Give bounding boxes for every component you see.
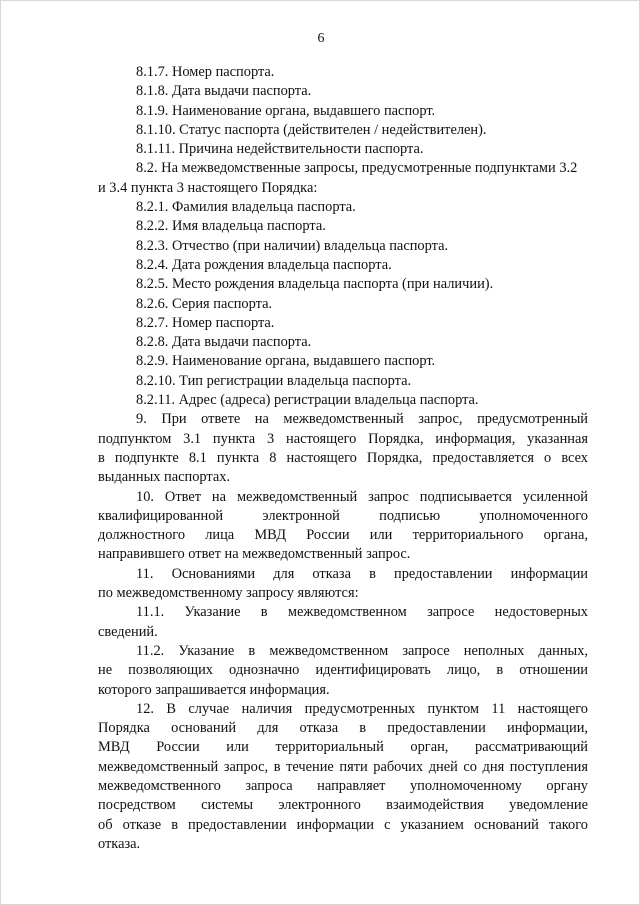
text-line: 8.2.4. Дата рождения владельца паспорта. [136,256,392,273]
text-line: 8.2.3. Отчество (при наличии) владельца паспорта. [136,237,449,254]
text-line: 11.1. Указание в межведомственном запросе недостоверных [136,604,588,621]
text-line: 9. При ответе на межведомственный запрос, предусмотренный [136,411,588,428]
text-line: отказа. [98,835,141,852]
text-line: 11. Основаниями для отказа в предоставлении информации [136,565,588,582]
text-line: которого запрашивается информация. [98,681,330,698]
text-line: межведомственный запрос, в течение пяти рабочих дней со дня поступления [98,758,588,775]
text-line: 8.2.9. Наименование органа, выдавшего паспорт. [136,353,436,370]
text-line: Порядка оснований для отказа в предоставлении информации, [98,720,588,737]
text-line: направившего ответ на межведомственный запрос. [98,546,411,563]
text-line: 8.2.2. Имя владельца паспорта. [136,218,326,235]
text-line: 8.1.11. Причина недействительности паспорта. [136,141,424,158]
text-line: в подпункте 8.1 пункта 8 настоящего Порядка, предоставляется о всех [98,449,588,466]
document-body [98,63,588,854]
text-line: 8.1.9. Наименование органа, выдавшего паспорт. [136,102,436,119]
text-line: 8.1.7. Номер паспорта. [136,64,275,80]
text-line: 8.2.5. Место рождения владельца паспорта (при наличии). [136,276,494,293]
text-line: сведений. [98,623,158,640]
text-line: межведомственного запроса направляет уполномоченному органу [98,777,588,794]
text-line: 8.1.8. Дата выдачи паспорта. [136,83,312,100]
page-number: 6 [317,31,325,46]
text-line: 8.2.10. Тип регистрации владельца паспорта. [136,372,412,389]
text-line: 8.2. На межведомственные запросы, предусмотренные подпунктами 3.2 [136,160,578,177]
text-line: по межведомственному запросу являются: [98,585,359,602]
text-line: не позволяющих однозначно идентифицировать лицо, в отношении [98,662,588,679]
text-line: 8.2.8. Дата выдачи паспорта. [136,334,312,351]
text-line: и 3.4 пункта 3 настоящего Порядка: [98,179,318,196]
text-line: должностного лица МВД России или территориального органа, [98,527,588,544]
text-line: выданных паспортах. [98,469,231,486]
text-line: МВД России или территориальный орган, рассматривающий [98,739,588,756]
text-line: 10. Ответ на межведомственный запрос подписывается усиленной [136,488,588,505]
text-line: 8.2.11. Адрес (адреса) регистрации владельца паспорта. [136,392,479,409]
text-line: квалифицированной электронной подписью уполномоченного [98,507,588,524]
text-line: 8.2.6. Серия паспорта. [136,295,273,312]
text-line: 8.2.1. Фамилия владельца паспорта. [136,199,356,216]
text-line: 12. В случае наличия предусмотренных пунктом 11 настоящего [136,700,588,717]
text-line: об отказе в предоставлении информации с указанием оснований такого [98,816,588,833]
text-line: 8.1.10. Статус паспорта (действителен / недействителен). [136,121,487,138]
text-line: 11.2. Указание в межведомственном запросе неполных данных, [136,642,588,659]
text-line: подпунктом 3.1 пункта 3 настоящего Порядка, информация, указанная [98,430,588,447]
text-line: посредством системы электронного взаимодействия уведомление [98,797,588,814]
text-line: 8.2.7. Номер паспорта. [136,314,275,331]
